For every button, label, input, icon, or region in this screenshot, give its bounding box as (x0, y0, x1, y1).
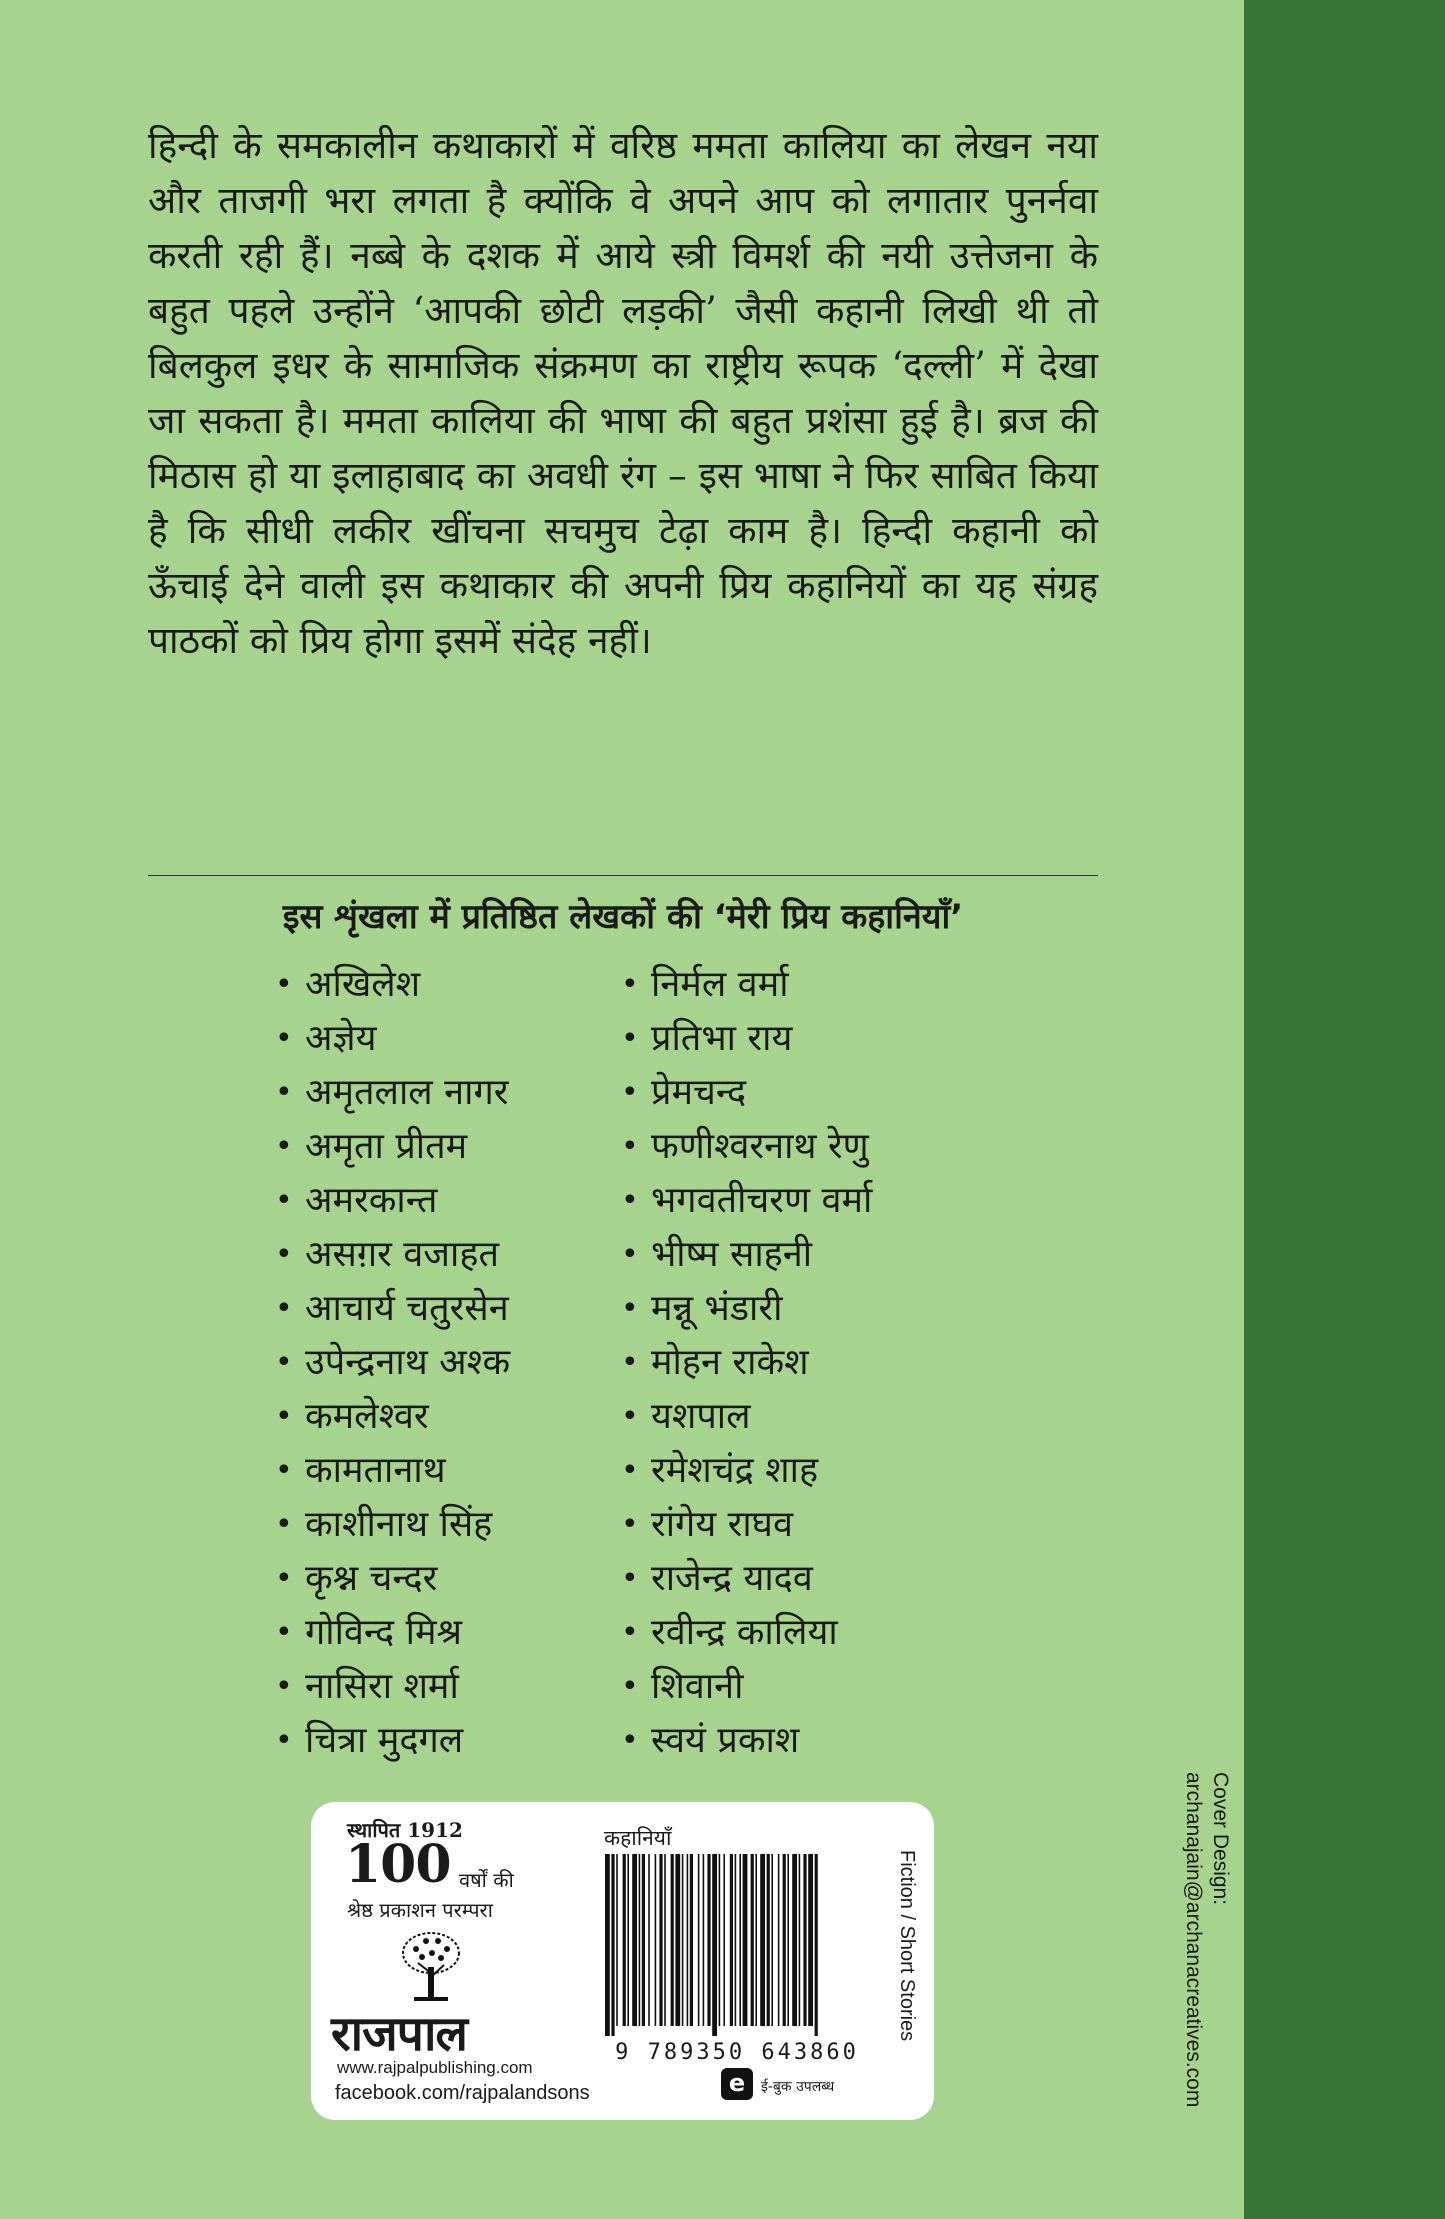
barcode-bar (664, 1854, 666, 2026)
bullet-icon: • (621, 1399, 639, 1434)
barcode-bar (632, 1854, 637, 2026)
author-item: • निर्मल वर्मा (651, 958, 872, 1012)
bullet-icon: • (275, 1291, 293, 1326)
bullet-icon: • (621, 1291, 639, 1326)
publisher-barcode-label (311, 1802, 934, 2120)
author-item: • शिवानी (651, 1660, 872, 1714)
author-item: • प्रतिभा राय (651, 1012, 872, 1066)
bullet-icon: • (621, 1183, 639, 1218)
author-item: • आचार्य चतुरसेन (305, 1282, 510, 1336)
isbn-barcode (601, 1854, 873, 2036)
bullet-icon: • (275, 1399, 293, 1434)
bullet-icon: • (621, 1561, 639, 1596)
barcode-bar (755, 1854, 757, 2026)
bullet-icon: • (275, 1507, 293, 1542)
barcode-bar (799, 1854, 801, 2026)
author-item: • असग़र वजाहत (305, 1228, 510, 1282)
barcode-bar (616, 1854, 618, 2026)
bullet-icon: • (275, 1237, 293, 1272)
facebook-link[interactable]: facebook.com/rajpalandsons (335, 2082, 590, 2104)
author-item: • अमृतलाल नागर (305, 1066, 510, 1120)
author-item: • कामतानाथ (305, 1444, 510, 1498)
tradition-text: श्रेष्ठ प्रकाशन परम्परा (347, 1898, 493, 1922)
barcode-bar (751, 1854, 754, 2026)
author-list-left (275, 958, 511, 1768)
barcode-bar (627, 1854, 629, 2026)
barcode-bar (730, 1854, 733, 2026)
bullet-icon: • (275, 1021, 293, 1056)
bullet-icon: • (621, 1075, 639, 1110)
barcode-bar (698, 1854, 700, 2026)
barcode-bar (808, 1854, 813, 2026)
barcode-bar (712, 1854, 717, 2036)
author-item: • रांगेय राघव (651, 1498, 872, 1552)
barcode-bar (682, 1854, 684, 2026)
barcode-bar (707, 1854, 710, 2026)
author-item: • रवीन्द्र कालिया (651, 1606, 872, 1660)
barcode-bar (778, 1854, 780, 2026)
bullet-icon: • (621, 1453, 639, 1488)
bullet-icon: • (621, 1615, 639, 1650)
author-item: • अमृता प्रीतम (305, 1120, 510, 1174)
bullet-icon: • (275, 1183, 293, 1218)
genre-label: कहानियाँ (604, 1826, 672, 1850)
barcode-bar (771, 1854, 773, 2026)
barcode-bar (648, 1854, 650, 2026)
author-item: • मन्नू भंडारी (651, 1282, 872, 1336)
bullet-icon: • (621, 1723, 639, 1758)
series-heading: इस शृंखला में प्रतिष्ठित लेखकों की ‘मेरी प्रिय कहानियाँ’ (282, 897, 964, 937)
author-item: • कमलेश्वर (305, 1390, 510, 1444)
bullet-icon: • (275, 1453, 293, 1488)
spine-band (1244, 0, 1445, 2219)
barcode-bar (655, 1854, 657, 2026)
credit-label: Cover Design: (1209, 1772, 1232, 1906)
author-item: • अमरकान्त (305, 1174, 510, 1228)
barcode-bar (703, 1854, 705, 2026)
author-item: • रमेशचंद्र शाह (651, 1444, 872, 1498)
bullet-icon: • (275, 1129, 293, 1164)
bullet-icon: • (621, 1669, 639, 1704)
barcode-bar (687, 1854, 689, 2026)
divider (148, 875, 1098, 876)
author-item: • अखिलेश (305, 958, 510, 1012)
website-link[interactable]: www.rajpalpublishing.com (337, 2058, 533, 2077)
bullet-icon: • (621, 1129, 639, 1164)
credit-email: archanajain@archanacreatives.com (1182, 1772, 1205, 2108)
barcode-bar (690, 1854, 693, 2026)
book-blurb (148, 118, 1098, 668)
author-list-right (621, 958, 873, 1768)
barcode-bar (787, 1854, 789, 2026)
barcode-bar (605, 1854, 610, 2036)
barcode-bar (623, 1854, 626, 2026)
author-item: • चित्रा मुदगल (305, 1714, 510, 1768)
years-text: वर्षों की (459, 1868, 514, 1892)
ebook-available-text: ई-बुक उपलब्ध (761, 2079, 835, 2095)
author-item: • भीष्म साहनी (651, 1228, 872, 1282)
bullet-icon: • (275, 1669, 293, 1704)
bullet-icon: • (275, 1561, 293, 1596)
established-text: स्थापित 1912 (347, 1818, 463, 1842)
blurb-text: हिन्दी के समकालीन कथाकारों में वरिष्ठ ममता कालिया का लेखन नया और ताजगी भरा लगता है क्योंकि वे अपने आप को लगातार पुनर्नवा करती रही हैं। नब्बे के दशक में आये स्त्री विमर्श की नयी उत्तेजना के बहुत पहले उन्होंने ‘आपकी छोटी लड़की’ जैसी कहानी लिखी थी तो बिलकुल इधर के सामाजिक संक्रमण का राष्ट्रीय रूपक ‘दल्ली’ में देखा जा सकता है। ममता कालिया की भाषा की बहुत प्रशंसा हुई है। ब्रज की मिठास हो या इलाहाबाद का अवधी रंग – इस भाषा ने फिर साबित किया है कि सीधी लकीर खींचना सचमुच टेढ़ा काम है। हिन्दी कहानी को ऊँचाई देने वाली इस कथाकार की अपनी प्रिय कहानियों का यह संग्रह पाठकों को प्रिय होगा इसमें संदेह नहीं। (148, 124, 1098, 662)
author-item: • अज्ञेय (305, 1012, 510, 1066)
author-item: • भगवतीचरण वर्मा (651, 1174, 872, 1228)
bullet-icon: • (621, 967, 639, 1002)
bullet-icon: • (621, 1021, 639, 1056)
cover-design-credit (1180, 1772, 1234, 2107)
author-item: • स्वयं प्रकाश (651, 1714, 872, 1768)
ebook-icon: e (721, 2068, 753, 2100)
author-item: • कृश्न चन्दर (305, 1552, 510, 1606)
bullet-icon: • (275, 1615, 293, 1650)
author-item: • राजेन्द्र यादव (651, 1552, 872, 1606)
author-item: • उपेन्द्रनाथ अश्क (305, 1336, 510, 1390)
barcode-bar (815, 1854, 818, 2036)
author-item: • प्रेमचन्द (651, 1066, 872, 1120)
publisher-name: राजपाल (331, 2006, 467, 2062)
bullet-icon: • (275, 1345, 293, 1380)
barcode-bar (719, 1854, 721, 2026)
barcode-bar (642, 1854, 645, 2026)
barcode-bar (659, 1854, 662, 2026)
bullet-icon: • (275, 1075, 293, 1110)
barcode-bar (760, 1854, 765, 2026)
barcode-bar (611, 1854, 614, 2036)
tree-logo-icon (396, 1927, 466, 2007)
barcode-bar (723, 1854, 725, 2026)
bullet-icon: • (621, 1237, 639, 1272)
author-item: • यशपाल (651, 1390, 872, 1444)
author-item: • काशीनाथ सिंह (305, 1498, 510, 1552)
author-item: • फणीश्वरनाथ रेणु (651, 1120, 872, 1174)
barcode-bar (803, 1854, 806, 2026)
barcode-bar (675, 1854, 680, 2026)
barcode-bar (739, 1854, 741, 2026)
author-item: • गोविन्द मिश्र (305, 1606, 510, 1660)
bullet-icon: • (621, 1507, 639, 1542)
barcode-bar (783, 1854, 786, 2026)
barcode-bar (671, 1854, 674, 2026)
author-item: • मोहन राकेश (651, 1336, 872, 1390)
bullet-icon: • (621, 1345, 639, 1380)
bullet-icon: • (275, 1723, 293, 1758)
bullet-icon: • (275, 967, 293, 1002)
category-label: Fiction / Short Stories (896, 1850, 918, 2042)
isbn-number: 9 789350 643860 (615, 2040, 859, 2065)
author-item: • नासिरा शर्मा (305, 1660, 510, 1714)
barcode-bar (767, 1854, 770, 2026)
barcode-bar (735, 1854, 737, 2026)
barcode-bar (639, 1854, 641, 2026)
hundred-years-number: 100 (345, 1834, 451, 1895)
barcode-bar (792, 1854, 797, 2026)
barcode-bar (743, 1854, 748, 2026)
